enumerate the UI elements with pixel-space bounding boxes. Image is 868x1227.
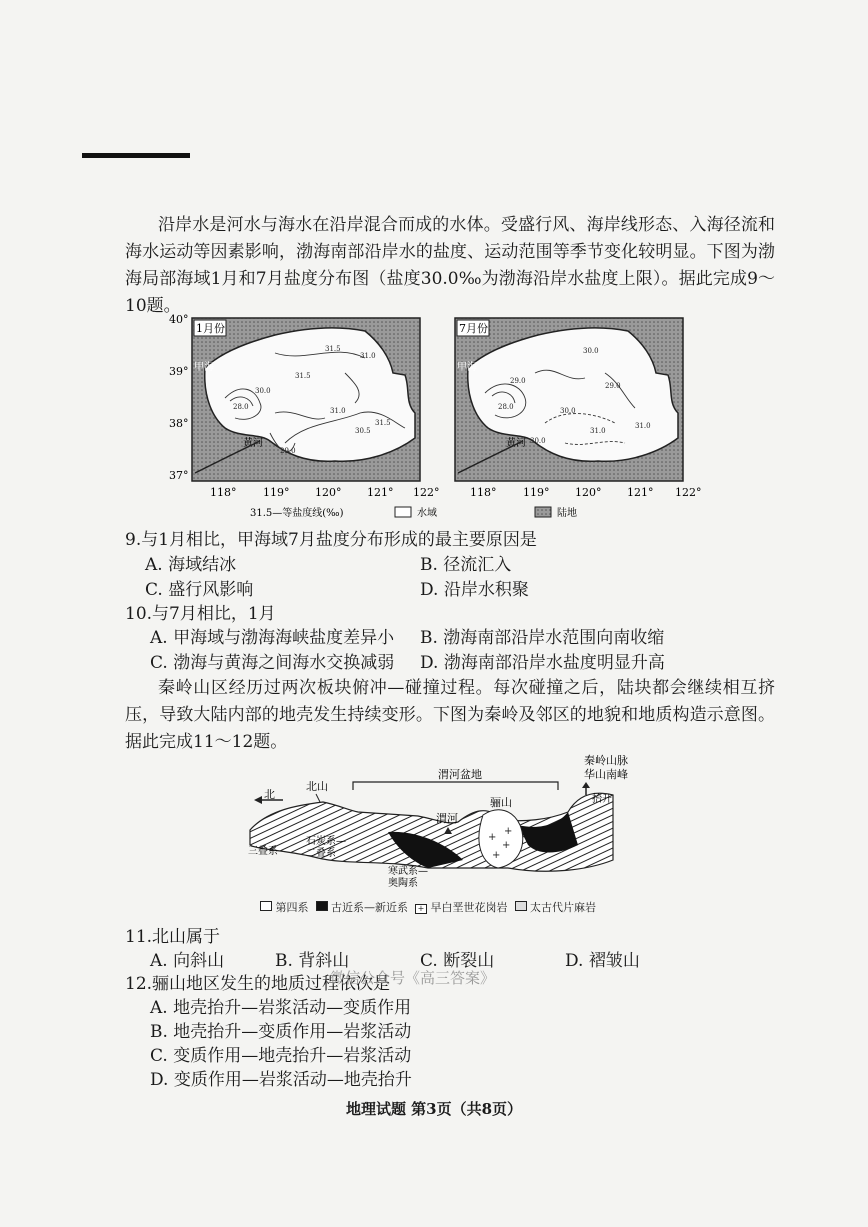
contour-label: 31.5 xyxy=(325,345,341,353)
camb-label-2: 奥陶系 xyxy=(388,878,418,889)
salinity-maps xyxy=(165,313,705,523)
q10-option-c: C. 渤海与黄海之间海水交换减弱 xyxy=(150,653,395,673)
legend-isohaline: 31.5—等盐度线(‰) xyxy=(250,508,344,519)
contour-label: 30.0 xyxy=(560,407,576,415)
q11-stem: 11.北山属于 xyxy=(125,927,221,947)
lat-label: 40° xyxy=(169,313,189,326)
north-label: 北 xyxy=(264,788,275,801)
map-january xyxy=(192,318,420,481)
svg-text:+: + xyxy=(502,840,511,851)
carb-label-1: 石炭系— xyxy=(306,836,346,847)
q10-stem: 10.与7月相比，1月 xyxy=(125,604,276,624)
q10-option-a: A. 甲海域与渤海海峡盐度差异小 xyxy=(150,628,395,648)
legend-granite: 早白垩世花岗岩 xyxy=(430,901,508,914)
lon-label: 122° xyxy=(413,486,440,499)
intro-paragraph-1: 沿岸水是河水与海水在沿岸混合而成的水体。受盛行风、海岸线形态、入海径流和海水运动等因素影响，渤海南部沿岸水的盐度、运动范围等季节变化较明显。下图为渤海局部海域1月和7月盐度分布图（盐度30.0‰为渤海沿岸水盐度上限）。据此完成9～10题。 xyxy=(125,215,775,316)
q9-option-a: A. 海域结冰 xyxy=(145,555,237,575)
weihe-label: 渭河 xyxy=(436,812,458,825)
contour-label: 30.0 xyxy=(583,347,599,355)
lon-label: 120° xyxy=(575,486,602,499)
lon-label: 122° xyxy=(675,486,702,499)
uplift-label: 抬升 xyxy=(592,794,612,805)
q11-option-d: D. 褶皱山 xyxy=(565,951,640,971)
contour-label: 31.0 xyxy=(590,427,606,435)
carb-label-2: 二叠系 xyxy=(306,848,336,859)
q12-option-d: D. 变质作用—岩浆活动—地壳抬升 xyxy=(150,1070,412,1090)
lon-label: 121° xyxy=(627,486,654,499)
contour-label: 31.0 xyxy=(635,422,651,430)
q11-option-b: B. 背斜山 xyxy=(275,951,350,971)
lat-label: 38° xyxy=(169,417,189,430)
legend-water: 水域 xyxy=(417,508,437,519)
contour-label: 29.0 xyxy=(510,377,526,385)
q9-option-b: B. 径流汇入 xyxy=(420,555,512,575)
basin-label: 渭河盆地 xyxy=(438,768,482,781)
lon-label: 119° xyxy=(523,486,550,499)
contour-label: 28.0 xyxy=(233,403,249,411)
header-rule xyxy=(82,153,190,158)
triassic-label: 三叠系 xyxy=(248,846,278,857)
contour-label: 30.0 xyxy=(530,437,546,445)
qinling-label: 秦岭山脉 xyxy=(584,754,628,767)
legend-gneiss: 太古代片麻岩 xyxy=(530,901,596,914)
svg-text:+: + xyxy=(504,826,513,837)
contour-label: 29.0 xyxy=(280,447,296,455)
legend-paleogene: 古近系—新近系 xyxy=(331,901,408,914)
q12-option-c: C. 变质作用—地壳抬升—岩浆活动 xyxy=(150,1046,412,1066)
svg-text:+: + xyxy=(492,850,501,861)
lon-label: 120° xyxy=(315,486,342,499)
section-legend: 第四系 古近系—新近系 + 早白垩世花岗岩 太古代片麻岩 xyxy=(260,899,596,915)
huashan-label: 华山南峰 xyxy=(584,768,628,781)
jul-label: 7月份 xyxy=(459,322,488,335)
q9-stem: 9.与1月相比，甲海域7月盐度分布形成的最主要原因是 xyxy=(125,530,537,550)
q10-option-d: D. 渤海南部沿岸水盐度明显升高 xyxy=(420,653,665,673)
lishan-label: 骊山 xyxy=(490,796,512,809)
contour-label: 31.5 xyxy=(375,419,391,427)
contour-label: 31.5 xyxy=(295,372,311,380)
beishan-label: 北山 xyxy=(306,780,328,793)
river-label: 黄河 xyxy=(506,438,526,449)
lon-label: 118° xyxy=(210,486,237,499)
q10-option-b: B. 渤海南部沿岸水范围向南收缩 xyxy=(420,628,665,648)
region-jia: 甲海 xyxy=(194,362,214,373)
intro-paragraph-2: 秦岭山区经历过两次板块俯冲—碰撞过程。每次碰撞之后，陆块都会继续相互挤压，导致大陆内部的地壳发生持续变形。下图为秦岭及邻区的地貌和地质构造示意图。据此完成11～12题。 xyxy=(125,678,775,752)
contour-label: 28.0 xyxy=(498,403,514,411)
lon-label: 119° xyxy=(263,486,290,499)
lon-label: 118° xyxy=(470,486,497,499)
q11-option-c: C. 断裂山 xyxy=(420,951,495,971)
lon-label: 121° xyxy=(367,486,394,499)
legend-quaternary: 第四系 xyxy=(275,901,309,914)
q11-option-a: A. 向斜山 xyxy=(150,951,225,971)
contour-label: 29.0 xyxy=(605,382,621,390)
q9-option-d: D. 沿岸水积聚 xyxy=(420,580,529,600)
watermark: 微信公众号《高三答案》 xyxy=(330,969,496,987)
contour-label: 30.0 xyxy=(255,387,271,395)
q12-option-a: A. 地壳抬升—岩浆活动—变质作用 xyxy=(150,998,412,1018)
contour-label: 31.0 xyxy=(330,407,346,415)
svg-text:+: + xyxy=(488,832,497,843)
geologic-section-diagram xyxy=(248,750,628,920)
q9-option-c: C. 盛行风影响 xyxy=(145,580,254,600)
page-footer: 地理试题 第3页（共8页） xyxy=(345,1100,523,1118)
contour-label: 30.5 xyxy=(355,427,371,435)
river-label: 黄河 xyxy=(243,438,263,449)
region-jia: 甲海 xyxy=(457,362,477,373)
q12-option-b: B. 地壳抬升—变质作用—岩浆活动 xyxy=(150,1022,412,1042)
legend-land: 陆地 xyxy=(557,508,577,519)
lat-label: 37° xyxy=(169,469,189,482)
contour-label: 31.0 xyxy=(360,352,376,360)
q12-stem: 12.骊山地区发生的地质过程依次是 xyxy=(125,974,391,994)
map-july xyxy=(455,318,683,481)
lat-label: 39° xyxy=(169,365,189,378)
camb-label-1: 寒武系— xyxy=(388,866,428,877)
jan-label: 1月份 xyxy=(196,322,225,335)
